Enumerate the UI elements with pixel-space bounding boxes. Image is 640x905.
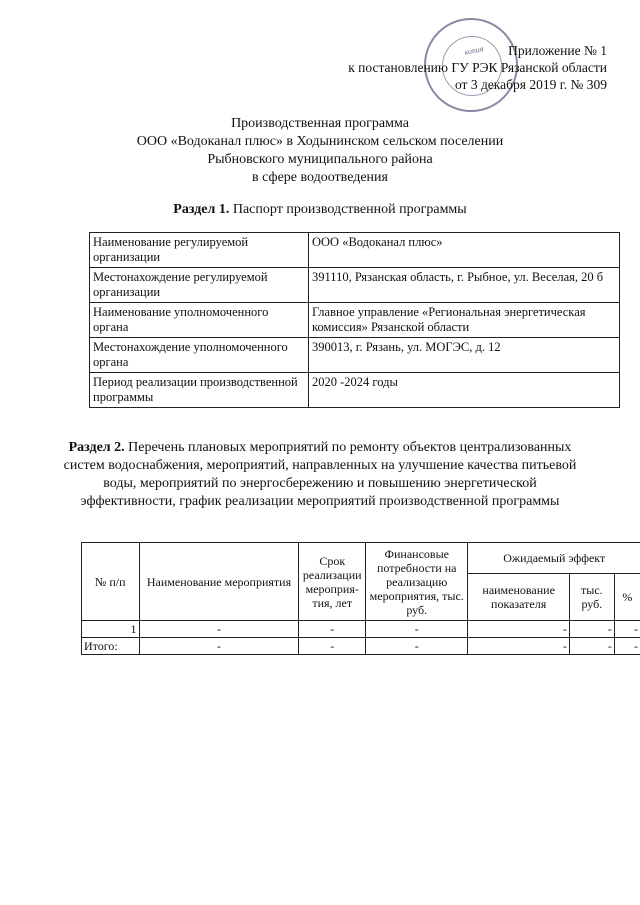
cell-rub: - <box>569 638 614 655</box>
header-finance: Финансовые потребности на реализацию мероприятия, тыс. руб. <box>366 543 468 621</box>
passport-value: Главное управление «Региональная энергетическая комиссия» Рязанской области <box>309 303 620 338</box>
table-row <box>82 638 640 655</box>
table-row <box>90 268 620 303</box>
section-1-title: Паспорт производственной программы <box>229 202 467 217</box>
section-2-title: Перечень плановых мероприятий по ремонту объектов централизованных систем водоснабжения, мероприятий, направленных на улучшение качества питьевой воды, мероприятий по энергосбережению и повышению энергетической эффективности, график реализации мероприятий производственной программы <box>63 440 577 509</box>
appendix-date: от 3 декабря 2019 г. № 309 <box>454 77 607 92</box>
passport-table <box>89 232 620 408</box>
cell-num: Итого: <box>82 638 140 655</box>
section-2-number: Раздел 2. <box>68 440 125 455</box>
title-line-2: ООО «Водоканал плюс» в Ходынинском сельском поселении <box>136 134 504 149</box>
cell-pct: - <box>614 638 640 655</box>
cell-indicator: - <box>468 638 569 655</box>
title-line-3: Рыбновского муниципального района <box>207 152 433 167</box>
cell-rub: - <box>569 621 614 638</box>
appendix-number: Приложение № 1 <box>508 43 607 58</box>
header-effect: Ожидаемый эффект <box>468 543 640 574</box>
passport-key: Местонахождение уполномоченного органа <box>90 338 309 373</box>
table-row <box>90 373 620 408</box>
measures-table <box>81 542 640 655</box>
section-2-heading <box>60 439 580 511</box>
title-line-4: в сфере водоотведения <box>252 170 388 185</box>
passport-key: Наименование регулируемой организации <box>90 233 309 268</box>
cell-indicator: - <box>468 621 569 638</box>
section-1-number: Раздел 1. <box>173 202 230 217</box>
cell-finance: - <box>366 621 468 638</box>
cell-finance: - <box>366 638 468 655</box>
title-line-1: Производственная программа <box>231 116 409 131</box>
header-num: № п/п <box>82 543 140 621</box>
header-term: Срок реализации мероприя- тия, лет <box>299 543 366 621</box>
cell-term: - <box>299 638 366 655</box>
cell-num: 1 <box>82 621 140 638</box>
seal-handwriting: копия <box>463 44 485 57</box>
header-indicator: наименование показателя <box>468 574 569 621</box>
passport-value: 391110, Рязанская область, г. Рыбное, ул. Веселая, 20 б <box>309 268 620 303</box>
table-header-row <box>82 543 640 574</box>
passport-key: Период реализации производственной программы <box>90 373 309 408</box>
passport-value: ООО «Водоканал плюс» <box>309 233 620 268</box>
passport-value: 2020 -2024 годы <box>309 373 620 408</box>
cell-term: - <box>299 621 366 638</box>
table-row <box>90 303 620 338</box>
cell-pct: - <box>614 621 640 638</box>
passport-key: Наименование уполномоченного органа <box>90 303 309 338</box>
table-row <box>90 233 620 268</box>
appendix-header <box>348 42 607 93</box>
table-row <box>90 338 620 373</box>
section-1-heading <box>0 202 640 218</box>
cell-name: - <box>139 638 299 655</box>
cell-name: - <box>139 621 299 638</box>
appendix-resolution: к постановлению ГУ РЭК Рязанской области <box>348 60 607 75</box>
passport-value: 390013, г. Рязань, ул. МОГЭС, д. 12 <box>309 338 620 373</box>
header-rub: тыс. руб. <box>569 574 614 621</box>
header-pct: % <box>614 574 640 621</box>
document-title <box>0 115 640 187</box>
passport-key: Местонахождение регулируемой организации <box>90 268 309 303</box>
header-name: Наименование мероприятия <box>139 543 299 621</box>
table-row <box>82 621 640 638</box>
